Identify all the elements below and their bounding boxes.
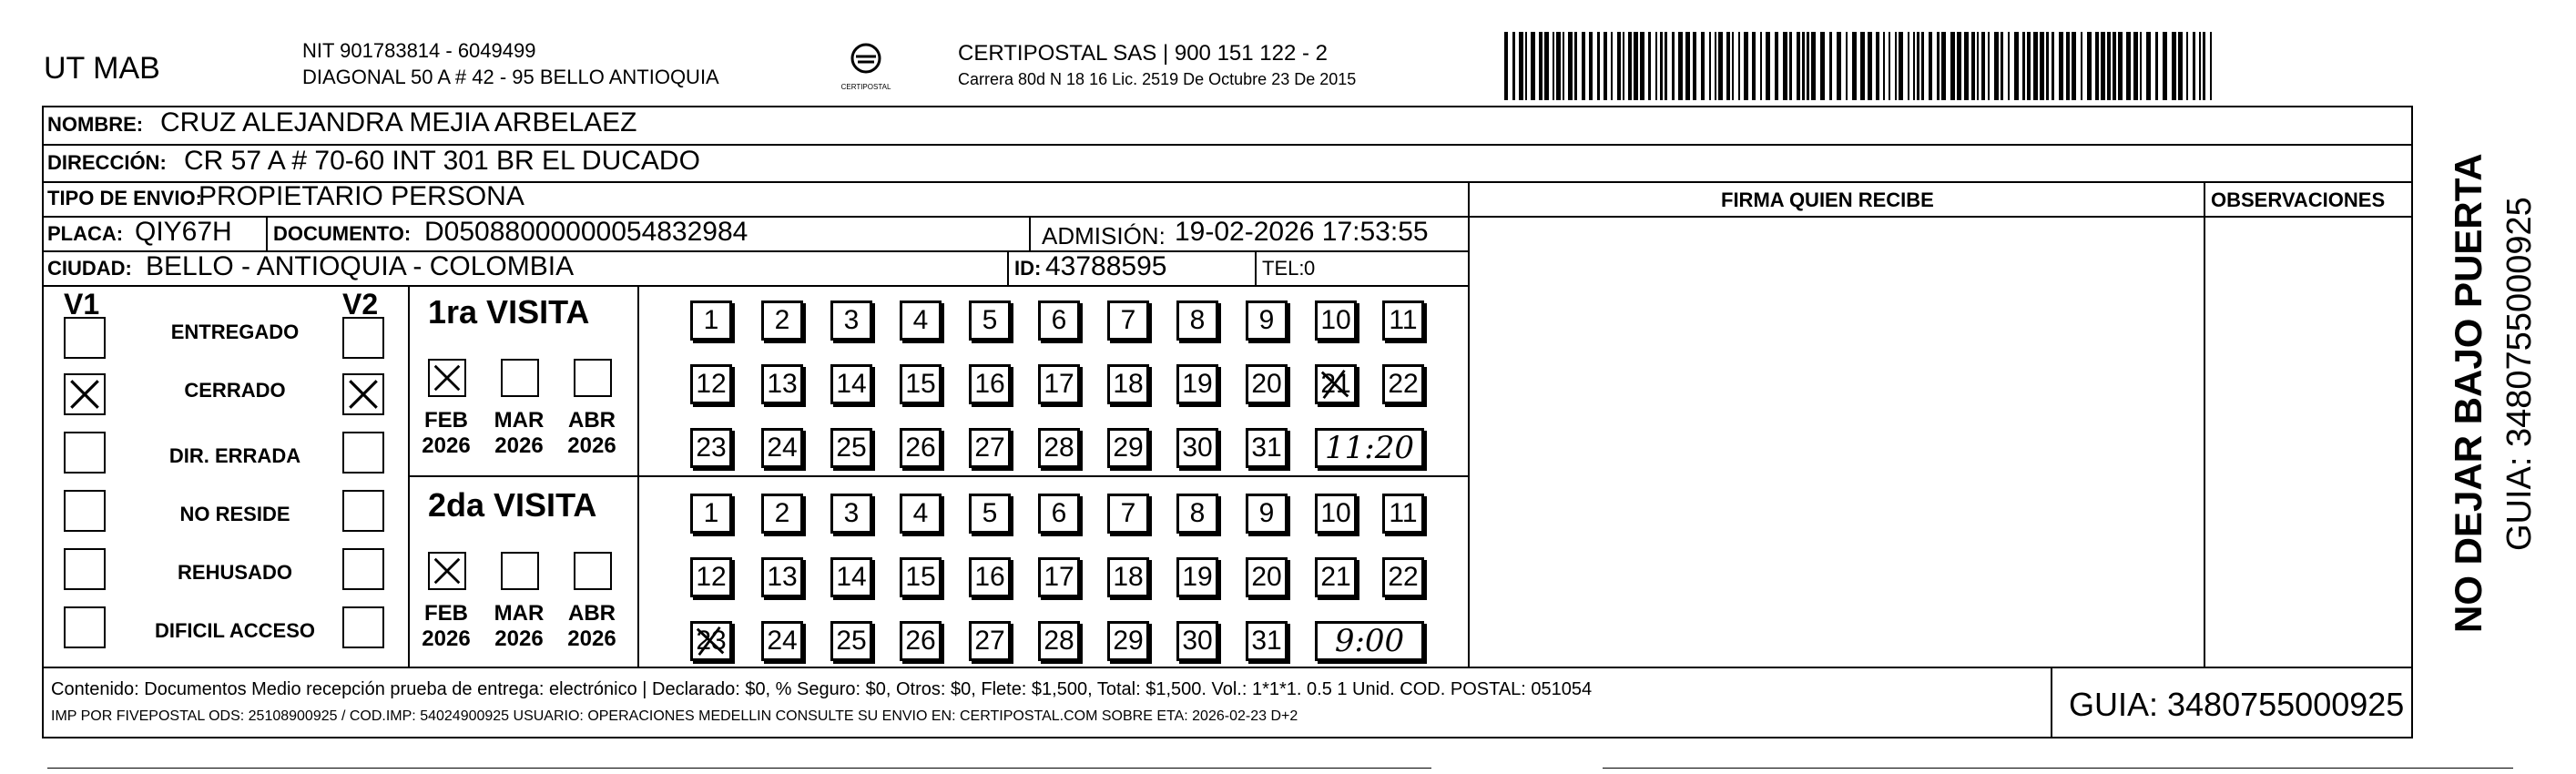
placa-value: QIY67H	[135, 217, 232, 247]
day-box-25[interactable]: 25	[830, 428, 872, 468]
day-box-10[interactable]: 10	[1315, 494, 1357, 534]
barcode-bar	[2033, 32, 2038, 100]
day-box-26[interactable]: 26	[900, 621, 942, 661]
day-box-30[interactable]: 30	[1176, 428, 1218, 468]
footer-guia: GUIA: 3480755000925	[2069, 686, 2405, 723]
day-box-25[interactable]: 25	[830, 621, 872, 661]
barcode-bar	[2040, 32, 2044, 100]
barcode-bar	[2203, 32, 2205, 100]
barcode-bar	[1611, 32, 1613, 100]
day-box-16[interactable]: 16	[969, 364, 1011, 404]
month-label: FEB 2026	[422, 408, 471, 458]
carrier-name: CERTIPOSTAL SAS | 900 151 122 - 2	[958, 41, 1328, 66]
footer-contenido: Contenido: Documentos Medio recepción prueba de entrega: electrónico | Declarado: $0, % Seguro: $0, Otros: $0, Flete: $1,500, Total: $1,500. Vol.: 1*1*1. 0.5 1 Unid. COD. POSTAL: 051054	[51, 679, 1593, 699]
firma-label: FIRMA QUIEN RECIBE	[1721, 188, 1934, 211]
footer-imp: IMP POR FIVEPOSTAL ODS: 25108900925 / COD.IMP: 54024900925 USUARIO: OPERACIONES MEDELLIN CONSULTE SU ENVIO EN: CERTIPOSTAL.COM SOBRE ETA: 2026-02-23 D+2	[51, 708, 1298, 724]
barcode-bar	[2008, 32, 2010, 100]
v1-checkbox-5[interactable]	[64, 548, 106, 590]
barcode-bar	[2140, 32, 2142, 100]
barcode-bar	[2193, 32, 2195, 100]
barcode-bar	[1597, 32, 1600, 100]
day-box-11[interactable]: 11	[1382, 494, 1424, 534]
barcode-bar	[1917, 32, 1919, 100]
barcode-bar	[2066, 32, 2070, 100]
v2-checkbox-3[interactable]	[342, 432, 384, 474]
day-box-4[interactable]: 4	[900, 300, 942, 341]
barcode-bar	[1752, 32, 1756, 100]
v1-checkbox-4[interactable]	[64, 490, 106, 532]
v2-checkbox-2[interactable]	[342, 373, 384, 415]
barcode	[1504, 32, 2224, 100]
barcode-bar	[1715, 32, 1716, 100]
admision-value: 19-02-2026 17:53:55	[1175, 217, 1429, 247]
barcode-bar	[1582, 32, 1585, 100]
barcode-bar	[2178, 32, 2183, 100]
day-box-31[interactable]: 31	[1246, 621, 1288, 661]
svg-text:CERTIPOSTAL: CERTIPOSTAL	[840, 83, 891, 91]
nombre-label: NOMBRE:	[47, 113, 144, 136]
barcode-bar	[1971, 32, 1975, 100]
barcode-bar	[1678, 32, 1683, 100]
barcode-bar	[1921, 32, 1924, 100]
barcode-bar	[1553, 32, 1554, 100]
month-label: FEB 2026	[422, 601, 471, 651]
guia-vertical: GUIA: 3480755000925	[2500, 197, 2539, 551]
tel-value: 0	[1304, 257, 1316, 280]
day-box-26[interactable]: 26	[900, 428, 942, 468]
tipo-envio-label: TIPO DE ENVIO:	[47, 187, 202, 209]
day-box-30[interactable]: 30	[1176, 621, 1218, 661]
id-value: 43788595	[1045, 251, 1167, 281]
visit-time-field[interactable]: 9:00	[1315, 621, 1424, 661]
barcode-bar	[2163, 32, 2167, 100]
day-box-20[interactable]: 20	[1246, 364, 1288, 404]
barcode-bar	[1738, 32, 1740, 100]
day-box-12[interactable]: 12	[690, 557, 732, 597]
observaciones-label: OBSERVACIONES	[2211, 188, 2386, 211]
barcode-bar	[2172, 32, 2176, 100]
day-box-24[interactable]: 24	[761, 428, 803, 468]
barcode-bar	[1634, 32, 1638, 100]
barcode-bar	[1701, 32, 1705, 100]
logo-icon	[838, 40, 894, 97]
admision-label: ADMISIÓN:	[1042, 222, 1166, 250]
barcode-bar	[2126, 32, 2131, 100]
v2-checkbox-5[interactable]	[342, 548, 384, 590]
visit-time-field[interactable]: 11:20	[1315, 428, 1424, 468]
barcode-bar	[2059, 32, 2063, 100]
status-reason-label: REHUSADO	[178, 561, 292, 584]
day-box-15[interactable]: 15	[900, 364, 942, 404]
barcode-bar	[1868, 32, 1872, 100]
barcode-bar	[1718, 32, 1723, 100]
day-box-28[interactable]: 28	[1038, 621, 1080, 661]
day-box-9[interactable]: 9	[1246, 494, 1288, 534]
barcode-bar	[2146, 32, 2151, 100]
v1-label: V1	[64, 288, 100, 321]
tipo-envio-value: PROPIETARIO PERSONA	[199, 181, 524, 211]
certipostal-logo	[838, 40, 894, 97]
barcode-bar	[1957, 32, 1961, 100]
barcode-bar	[2107, 32, 2111, 100]
id-label: ID:	[1014, 257, 1042, 280]
month-checkbox-abr[interactable]	[574, 552, 612, 590]
day-box-23[interactable]: 23	[690, 621, 732, 661]
barcode-bar	[1797, 32, 1800, 100]
barcode-bar	[1512, 32, 1515, 100]
barcode-bar	[1604, 32, 1607, 100]
barcode-bar	[2022, 32, 2025, 100]
barcode-bar	[2052, 32, 2054, 100]
observaciones-area[interactable]	[2205, 218, 2411, 666]
barcode-bar	[2186, 32, 2188, 100]
day-box-29[interactable]: 29	[1107, 621, 1149, 661]
barcode-bar	[1895, 32, 1897, 100]
barcode-bar	[1811, 32, 1816, 100]
day-box-2[interactable]: 2	[761, 494, 803, 534]
nombre-value: CRUZ ALEJANDRA MEJIA ARBELAEZ	[160, 107, 637, 137]
barcode-bar	[1837, 32, 1841, 100]
day-box-28[interactable]: 28	[1038, 428, 1080, 468]
direccion-value: CR 57 A # 70-60 INT 301 BR EL DUCADO	[184, 146, 700, 176]
day-box-3[interactable]: 3	[830, 300, 872, 341]
barcode-bar	[1981, 32, 1985, 100]
barcode-bar	[2027, 32, 2031, 100]
barcode-bar	[2118, 32, 2123, 100]
barcode-bar	[2095, 32, 2099, 100]
day-box-12[interactable]: 12	[690, 364, 732, 404]
barcode-bar	[1640, 32, 1644, 100]
check-x-icon	[430, 361, 464, 395]
barcode-bar	[1726, 32, 1730, 100]
barcode-bar	[2113, 32, 2116, 100]
barcode-bar	[2001, 32, 2003, 100]
day-box-19[interactable]: 19	[1176, 364, 1218, 404]
status-reason-label: DIFICIL ACCESO	[154, 619, 315, 642]
month-checkbox-feb[interactable]	[428, 359, 466, 397]
barcode-bar	[1802, 32, 1805, 100]
barcode-bar	[2101, 32, 2105, 100]
status-reason-label: CERRADO	[184, 379, 286, 402]
day-box-8[interactable]: 8	[1176, 300, 1218, 341]
barcode-bar	[1789, 32, 1792, 100]
placa-label: PLACA:	[47, 222, 124, 245]
check-x-icon	[66, 375, 104, 413]
barcode-bar	[1544, 32, 1549, 100]
barcode-bar	[1556, 32, 1561, 100]
barcode-bar	[1913, 32, 1915, 100]
barcode-bar	[2199, 32, 2201, 100]
day-box-27[interactable]: 27	[969, 621, 1011, 661]
sender-name: UT MAB	[44, 51, 160, 86]
barcode-bar	[1709, 32, 1711, 100]
day-box-21[interactable]: 21	[1315, 364, 1357, 404]
barcode-bar	[2046, 32, 2049, 100]
day-box-27[interactable]: 27	[969, 428, 1011, 468]
barcode-bar	[1672, 32, 1675, 100]
day-box-22[interactable]: 22	[1382, 364, 1424, 404]
barcode-bar	[2072, 32, 2076, 100]
documento-value: D05088000000054832984	[424, 217, 748, 247]
day-box-5[interactable]: 5	[969, 494, 1011, 534]
check-x-icon	[344, 375, 382, 413]
no-dejar-warning: NO DEJAR BAJO PUERTA	[2447, 153, 2489, 633]
barcode-bar	[1766, 32, 1770, 100]
month-checkbox-mar[interactable]	[501, 359, 539, 397]
day-box-18[interactable]: 18	[1107, 364, 1149, 404]
v1-checkbox-2[interactable]	[64, 373, 106, 415]
day-box-7[interactable]: 7	[1107, 494, 1149, 534]
day-box-8[interactable]: 8	[1176, 494, 1218, 534]
barcode-bar	[2081, 32, 2082, 100]
day-box-13[interactable]: 13	[761, 364, 803, 404]
barcode-bar	[1846, 32, 1848, 100]
barcode-bar	[1732, 32, 1734, 100]
barcode-bar	[1525, 32, 1527, 100]
barcode-bar	[1504, 32, 1508, 100]
barcode-bar	[1648, 32, 1651, 100]
barcode-bar	[1908, 32, 1909, 100]
barcode-bar	[1860, 32, 1865, 100]
month-label: MAR 2026	[494, 601, 545, 651]
day-x-mark-icon	[693, 624, 729, 658]
ciudad-value: BELLO - ANTIOQUIA - COLOMBIA	[146, 251, 575, 281]
barcode-bar	[2210, 32, 2212, 100]
barcode-bar	[1574, 32, 1577, 100]
v2-checkbox-6[interactable]	[342, 606, 384, 648]
day-box-3[interactable]: 3	[830, 494, 872, 534]
barcode-bar	[1820, 32, 1825, 100]
day-box-14[interactable]: 14	[830, 557, 872, 597]
day-box-17[interactable]: 17	[1038, 557, 1080, 597]
barcode-bar	[1563, 32, 1564, 100]
barcode-bar	[1519, 32, 1523, 100]
day-box-7[interactable]: 7	[1107, 300, 1149, 341]
day-box-1[interactable]: 1	[690, 300, 732, 341]
barcode-bar	[1665, 32, 1667, 100]
barcode-bar	[1660, 32, 1663, 100]
day-box-6[interactable]: 6	[1038, 494, 1080, 534]
barcode-bar	[2087, 32, 2092, 100]
v2-checkbox-4[interactable]	[342, 490, 384, 532]
month-label: ABR 2026	[567, 601, 616, 651]
barcode-bar	[1807, 32, 1809, 100]
documento-label: DOCUMENTO:	[273, 222, 412, 245]
barcode-bar	[2155, 32, 2158, 100]
v1-checkbox-6[interactable]	[64, 606, 106, 648]
status-reason-label: NO RESIDE	[179, 503, 290, 525]
barcode-bar	[1775, 32, 1778, 100]
sender-nit: NIT 901783814 - 6049499	[302, 39, 536, 62]
month-checkbox-feb[interactable]	[428, 552, 466, 590]
barcode-bar	[1941, 32, 1946, 100]
day-box-23[interactable]: 23	[690, 428, 732, 468]
barcode-bar	[1568, 32, 1573, 100]
day-box-14[interactable]: 14	[830, 364, 872, 404]
barcode-bar	[1964, 32, 1969, 100]
month-checkbox-abr[interactable]	[574, 359, 612, 397]
day-box-5[interactable]: 5	[969, 300, 1011, 341]
barcode-bar	[1623, 32, 1624, 100]
v2-checkbox-1[interactable]	[342, 317, 384, 359]
barcode-bar	[1889, 32, 1890, 100]
carrier-license: Carrera 80d N 18 16 Lic. 2519 De Octubre 23 De 2015	[958, 70, 1357, 88]
status-reason-label: DIR. ERRADA	[168, 444, 301, 467]
sender-address: DIAGONAL 50 A # 42 - 95 BELLO ANTIOQUIA	[302, 66, 719, 88]
day-box-10[interactable]: 10	[1315, 300, 1357, 341]
barcode-bar	[1829, 32, 1832, 100]
day-box-29[interactable]: 29	[1107, 428, 1149, 468]
barcode-bar	[1876, 32, 1879, 100]
barcode-bar	[1760, 32, 1762, 100]
day-box-9[interactable]: 9	[1246, 300, 1288, 341]
v1-checkbox-3[interactable]	[64, 432, 106, 474]
barcode-bar	[1883, 32, 1885, 100]
barcode-bar	[1783, 32, 1787, 100]
day-x-mark-icon	[1318, 367, 1354, 402]
visit-1ra-title: 1ra VISITA	[428, 293, 590, 331]
direccion-label: DIRECCIÓN:	[47, 151, 167, 174]
day-box-1[interactable]: 1	[690, 494, 732, 534]
barcode-bar	[1977, 32, 1979, 100]
month-label: MAR 2026	[494, 408, 545, 458]
firma-area[interactable]	[1470, 218, 2202, 666]
day-box-31[interactable]: 31	[1246, 428, 1288, 468]
barcode-bar	[1744, 32, 1748, 100]
barcode-bar	[1628, 32, 1632, 100]
visit-2da-title: 2da VISITA	[428, 486, 597, 524]
day-box-20[interactable]: 20	[1246, 557, 1288, 597]
day-box-11[interactable]: 11	[1382, 300, 1424, 341]
check-x-icon	[430, 554, 464, 588]
barcode-bar	[1937, 32, 1940, 100]
day-box-24[interactable]: 24	[761, 621, 803, 661]
status-reason-label: ENTREGADO	[170, 321, 300, 343]
day-box-17[interactable]: 17	[1038, 364, 1080, 404]
barcode-bar	[2014, 32, 2019, 100]
barcode-bar	[1617, 32, 1621, 100]
month-checkbox-mar[interactable]	[501, 552, 539, 590]
tel-label: TEL:	[1262, 257, 1305, 280]
day-box-21[interactable]: 21	[1315, 557, 1357, 597]
v1-checkbox-1[interactable]	[64, 317, 106, 359]
day-box-2[interactable]: 2	[761, 300, 803, 341]
barcode-bar	[1685, 32, 1690, 100]
barcode-bar	[1899, 32, 1903, 100]
day-box-18[interactable]: 18	[1107, 557, 1149, 597]
barcode-bar	[1988, 32, 1990, 100]
barcode-bar	[1693, 32, 1696, 100]
barcode-bar	[1852, 32, 1857, 100]
barcode-bar	[1929, 32, 1932, 100]
day-box-15[interactable]: 15	[900, 557, 942, 597]
barcode-bar	[1539, 32, 1543, 100]
day-box-4[interactable]: 4	[900, 494, 942, 534]
barcode-bar	[1589, 32, 1593, 100]
barcode-bar	[1994, 32, 1999, 100]
barcode-bar	[1950, 32, 1955, 100]
barcode-bar	[1655, 32, 1657, 100]
day-box-22[interactable]: 22	[1382, 557, 1424, 597]
barcode-bar	[2133, 32, 2138, 100]
ciudad-label: CIUDAD:	[47, 257, 132, 280]
v2-label: V2	[342, 288, 379, 321]
day-box-13[interactable]: 13	[761, 557, 803, 597]
day-box-19[interactable]: 19	[1176, 557, 1218, 597]
day-box-6[interactable]: 6	[1038, 300, 1080, 341]
barcode-bar	[1531, 32, 1535, 100]
month-label: ABR 2026	[567, 408, 616, 458]
day-box-16[interactable]: 16	[969, 557, 1011, 597]
